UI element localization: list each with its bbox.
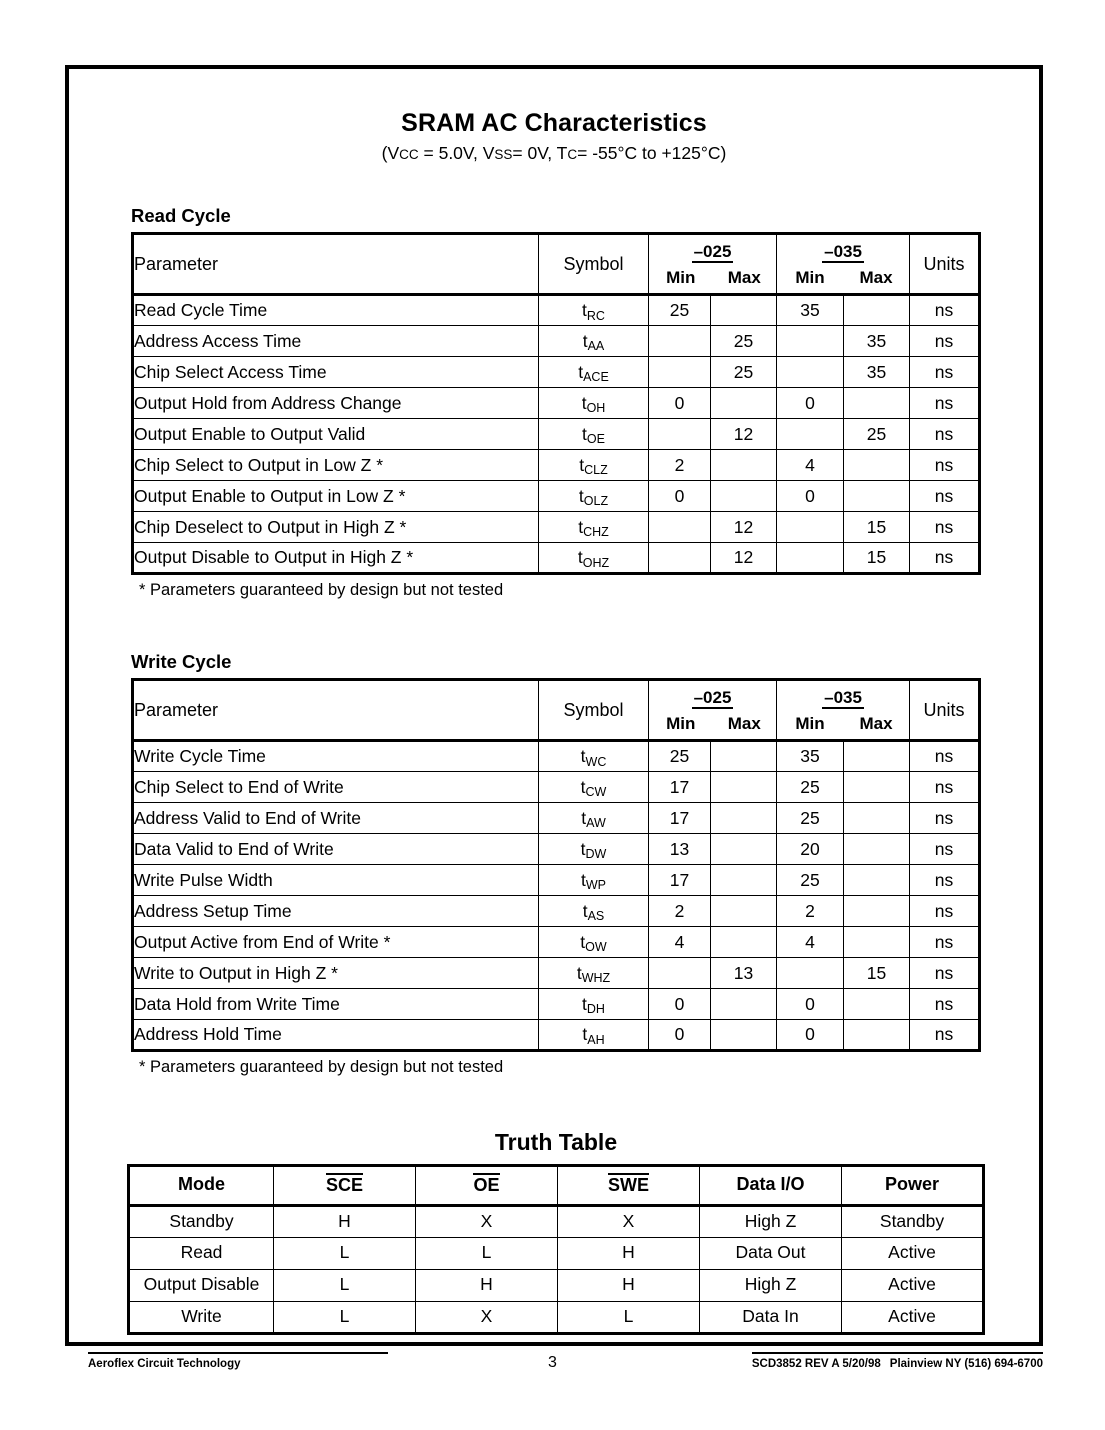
truth-cell-mode: Read (129, 1238, 274, 1270)
page-subtitle (69, 143, 1039, 164)
units-value: ns (910, 481, 980, 512)
truth-cell-swe: L (558, 1302, 700, 1334)
active-low-signal-label: OE (473, 1175, 500, 1195)
symbol-base: t (581, 807, 587, 828)
truth-cell-power: Active (842, 1270, 984, 1302)
parameter-name: Output Active from End of Write * (133, 927, 539, 958)
value-max1 (711, 772, 777, 803)
read-grade-035-label: –035 (824, 241, 862, 261)
value-max2: 15 (844, 543, 910, 574)
parameter-symbol (539, 450, 649, 481)
truth-cell-oe: L (416, 1238, 558, 1270)
symbol-subscript: WP (585, 878, 606, 893)
symbol-subscript: OW (585, 940, 607, 955)
table-row (133, 543, 980, 574)
parameter-symbol (539, 512, 649, 543)
value-max1: 25 (711, 326, 777, 357)
truth-header-data-i-o (700, 1166, 842, 1206)
read-cycle-header-row (133, 234, 980, 295)
value-max1 (711, 834, 777, 865)
value-min1: 17 (649, 803, 711, 834)
table-row (133, 388, 980, 419)
write-cycle-header-row (133, 680, 980, 741)
parameter-name: Read Cycle Time (133, 295, 539, 326)
table-row (133, 803, 980, 834)
write-cycle-body (133, 741, 980, 1051)
symbol-subscript: OH (586, 401, 606, 416)
symbol-base: t (578, 361, 584, 382)
read-header-symbol: Symbol (539, 234, 649, 295)
parameter-symbol (539, 803, 649, 834)
write-cycle-footnote: * Parameters guaranteed by design but not tested (139, 1058, 504, 1076)
parameter-name: Address Setup Time (133, 896, 539, 927)
symbol-subscript: CLZ (584, 463, 608, 478)
value-min1: 0 (649, 388, 711, 419)
value-min2 (777, 958, 844, 989)
value-max2: 35 (844, 357, 910, 388)
value-max2 (844, 803, 910, 834)
footer-page-number: 3 (548, 1354, 557, 1371)
parameter-name: Output Enable to Output in Low Z * (133, 481, 539, 512)
write-header-units: Units (910, 680, 980, 741)
symbol-base: t (578, 516, 584, 537)
value-max1 (711, 896, 777, 927)
footer-doc-revision: SCD3852 REV A 5/20/98 (751, 1358, 881, 1370)
read-header-grade-025 (649, 234, 777, 295)
value-max1 (711, 927, 777, 958)
symbol-subscript: RC (586, 308, 605, 323)
units-value: ns (910, 772, 980, 803)
units-value: ns (910, 989, 980, 1020)
truth-header-sce (274, 1166, 416, 1206)
truth-header-oe (416, 1166, 558, 1206)
units-value: ns (910, 803, 980, 834)
value-min1: 13 (649, 834, 711, 865)
table-row (133, 958, 980, 989)
table-row (133, 295, 980, 326)
read-cycle-section (131, 205, 981, 600)
value-min2: 4 (777, 927, 844, 958)
active-low-signal-label: SCE (325, 1175, 363, 1195)
units-value: ns (910, 419, 980, 450)
read-cycle-body (133, 295, 980, 574)
column-label: Power (884, 1174, 940, 1194)
value-min2: 2 (777, 896, 844, 927)
value-max2 (844, 295, 910, 326)
read-header-grade-035 (777, 234, 910, 295)
footer-company: Aeroflex Circuit Technology (88, 1352, 388, 1370)
value-max2: 35 (844, 326, 910, 357)
parameter-name: Output Hold from Address Change (133, 388, 539, 419)
symbol-subscript: WHZ (581, 971, 611, 986)
truth-cell-swe: H (558, 1270, 700, 1302)
write-header-parameter: Parameter (133, 680, 539, 741)
truth-cell-data-io: Data In (700, 1302, 842, 1334)
value-max2 (844, 388, 910, 419)
symbol-base: t (582, 423, 587, 444)
units-value: ns (910, 927, 980, 958)
table-row (133, 326, 980, 357)
units-value: ns (910, 896, 980, 927)
footer-location: Plainview NY (516) 694-6700 (889, 1358, 1043, 1370)
parameter-name: Chip Select to End of Write (133, 772, 539, 803)
table-row (133, 989, 980, 1020)
symbol-subscript: ACE (583, 370, 609, 385)
value-min1: 0 (649, 989, 711, 1020)
symbol-base: t (579, 454, 585, 475)
value-min2: 25 (777, 865, 844, 896)
truth-table (127, 1164, 985, 1335)
parameter-symbol (539, 1020, 649, 1051)
symbol-base: t (580, 838, 586, 859)
symbol-base: t (580, 746, 586, 767)
page-title: SRAM AC Characteristics (401, 109, 707, 137)
table-row (133, 481, 980, 512)
read-cycle-table (131, 232, 981, 575)
symbol-base: t (582, 900, 588, 921)
symbol-base: t (580, 869, 586, 890)
value-max2 (844, 865, 910, 896)
table-row (133, 512, 980, 543)
value-min2: 4 (777, 450, 844, 481)
value-min2 (777, 357, 844, 388)
parameter-name: Output Enable to Output Valid (133, 419, 539, 450)
value-max2 (844, 481, 910, 512)
column-label: Data I/O (736, 1174, 805, 1194)
symbol-subscript: CHZ (583, 525, 609, 540)
units-value: ns (910, 326, 980, 357)
value-min2: 0 (777, 388, 844, 419)
symbol-subscript: OLZ (583, 494, 609, 509)
subtitle-part-2: = 5.0V, V (418, 143, 495, 163)
value-min2 (777, 512, 844, 543)
parameter-symbol (539, 481, 649, 512)
symbol-subscript: AH (587, 1032, 605, 1047)
symbol-base: t (582, 330, 588, 351)
truth-cell-power: Active (842, 1238, 984, 1270)
value-min2: 20 (777, 834, 844, 865)
write-cycle-section (131, 651, 981, 1077)
parameter-name: Chip Deselect to Output in High Z * (133, 512, 539, 543)
parameter-symbol (539, 326, 649, 357)
write-header-grade-035 (777, 680, 910, 741)
value-max1 (711, 450, 777, 481)
value-min1 (649, 419, 711, 450)
symbol-subscript: OE (586, 432, 605, 447)
symbol-subscript: DH (586, 1002, 605, 1017)
value-max2 (844, 741, 910, 772)
truth-table-title: Truth Table (494, 1129, 618, 1155)
truth-header-power (842, 1166, 984, 1206)
value-max2: 15 (844, 958, 910, 989)
parameter-name: Address Access Time (133, 326, 539, 357)
symbol-base: t (577, 547, 583, 568)
symbol-base: t (581, 392, 587, 413)
value-max1 (711, 388, 777, 419)
value-max2 (844, 1020, 910, 1051)
parameter-symbol (539, 772, 649, 803)
value-max1: 12 (711, 512, 777, 543)
value-min1: 2 (649, 896, 711, 927)
subtitle-tc-subscript: C (567, 147, 578, 162)
page-border (65, 65, 1043, 1346)
truth-cell-sce: L (274, 1270, 416, 1302)
value-max1 (711, 1020, 777, 1051)
value-min1: 0 (649, 481, 711, 512)
table-row (133, 865, 980, 896)
symbol-base: t (578, 485, 584, 506)
parameter-symbol (539, 958, 649, 989)
truth-cell-swe: H (558, 1238, 700, 1270)
table-row (129, 1302, 984, 1334)
read-header-parameter: Parameter (133, 234, 539, 295)
write-header-grade-025 (649, 680, 777, 741)
subtitle-part-1: (V (381, 143, 400, 163)
value-min1: 4 (649, 927, 711, 958)
subtitle-part-3: = 0V, T (512, 143, 568, 163)
truth-cell-mode: Write (129, 1302, 274, 1334)
value-min2: 0 (777, 481, 844, 512)
value-min1: 17 (649, 865, 711, 896)
value-max2 (844, 927, 910, 958)
parameter-name: Chip Select to Output in Low Z * (133, 450, 539, 481)
parameter-name: Address Hold Time (133, 1020, 539, 1051)
truth-cell-data-io: Data Out (700, 1238, 842, 1270)
parameter-symbol (539, 295, 649, 326)
parameter-symbol (539, 834, 649, 865)
symbol-subscript: CW (585, 785, 607, 800)
value-min2: 0 (777, 989, 844, 1020)
units-value: ns (910, 741, 980, 772)
parameter-name: Output Disable to Output in High Z * (133, 543, 539, 574)
value-min1: 0 (649, 1020, 711, 1051)
units-value: ns (910, 958, 980, 989)
value-max2 (844, 989, 910, 1020)
parameter-name: Write to Output in High Z * (133, 958, 539, 989)
parameter-symbol (539, 989, 649, 1020)
active-low-signal-label: SWE (607, 1175, 649, 1195)
symbol-base: t (582, 993, 587, 1014)
truth-header-mode (129, 1166, 274, 1206)
value-min2: 35 (777, 741, 844, 772)
symbol-base: t (582, 300, 587, 321)
value-max2 (844, 772, 910, 803)
truth-cell-oe: X (416, 1206, 558, 1238)
value-max1 (711, 803, 777, 834)
parameter-name: Data Valid to End of Write (133, 834, 539, 865)
write-grade-025-min: Min (666, 713, 696, 733)
parameter-symbol (539, 543, 649, 574)
table-row (133, 927, 980, 958)
read-cycle-label: Read Cycle (131, 205, 231, 226)
parameter-symbol (539, 896, 649, 927)
value-min1: 17 (649, 772, 711, 803)
value-min1 (649, 326, 711, 357)
read-cycle-footnote: * Parameters guaranteed by design but not tested (139, 581, 504, 599)
truth-cell-oe: H (416, 1270, 558, 1302)
read-grade-035-max: Max (859, 267, 893, 287)
subtitle-vss-subscript: SS (494, 147, 513, 162)
parameter-symbol (539, 388, 649, 419)
units-value: ns (910, 450, 980, 481)
write-cycle-label: Write Cycle (131, 651, 232, 672)
table-row (129, 1270, 984, 1302)
units-value: ns (910, 295, 980, 326)
write-grade-035-max: Max (859, 713, 893, 733)
value-max1: 12 (711, 419, 777, 450)
value-max1: 13 (711, 958, 777, 989)
value-min2 (777, 419, 844, 450)
symbol-base: t (580, 776, 586, 797)
truth-cell-data-io: High Z (700, 1206, 842, 1238)
value-min1 (649, 958, 711, 989)
table-row (133, 357, 980, 388)
units-value: ns (910, 865, 980, 896)
write-header-symbol: Symbol (539, 680, 649, 741)
value-min2: 0 (777, 1020, 844, 1051)
units-value: ns (910, 834, 980, 865)
value-min1: 25 (649, 295, 711, 326)
table-row (129, 1238, 984, 1270)
value-max2 (844, 834, 910, 865)
value-max1: 25 (711, 357, 777, 388)
truth-cell-mode: Output Disable (129, 1270, 274, 1302)
truth-table-header-row (129, 1166, 984, 1206)
value-max1 (711, 865, 777, 896)
write-grade-025-label: –025 (693, 687, 732, 707)
table-row (133, 450, 980, 481)
value-min1 (649, 357, 711, 388)
parameter-name: Data Hold from Write Time (133, 989, 539, 1020)
units-value: ns (910, 543, 980, 574)
truth-cell-data-io: High Z (700, 1270, 842, 1302)
table-row (133, 772, 980, 803)
truth-cell-power: Standby (842, 1206, 984, 1238)
symbol-subscript: AS (587, 909, 605, 924)
parameter-symbol (539, 741, 649, 772)
value-max1 (711, 481, 777, 512)
value-max2: 15 (844, 512, 910, 543)
truth-cell-sce: L (274, 1238, 416, 1270)
write-grade-035-label: –035 (824, 687, 862, 707)
parameter-symbol (539, 865, 649, 896)
read-grade-035-min: Min (795, 267, 825, 287)
symbol-base: t (580, 931, 586, 952)
value-max1: 12 (711, 543, 777, 574)
symbol-subscript: WC (585, 754, 607, 769)
parameter-name: Write Pulse Width (133, 865, 539, 896)
value-min2: 25 (777, 772, 844, 803)
write-grade-035-min: Min (795, 713, 825, 733)
value-max2: 25 (844, 419, 910, 450)
write-cycle-table (131, 678, 981, 1052)
truth-cell-swe: X (558, 1206, 700, 1238)
parameter-name: Write Cycle Time (133, 741, 539, 772)
parameter-symbol (539, 419, 649, 450)
table-row (133, 741, 980, 772)
subtitle-vcc-subscript: CC (399, 147, 419, 162)
truth-cell-oe: X (416, 1302, 558, 1334)
table-row (133, 1020, 980, 1051)
read-grade-025-max: Max (727, 267, 761, 287)
value-min1: 2 (649, 450, 711, 481)
truth-cell-sce: H (274, 1206, 416, 1238)
symbol-subscript: AW (586, 816, 606, 831)
footer-doc-info (752, 1352, 1043, 1370)
value-max2 (844, 896, 910, 927)
symbol-subscript: AA (587, 339, 605, 354)
value-max1 (711, 295, 777, 326)
truth-cell-mode: Standby (129, 1206, 274, 1238)
symbol-subscript: DW (585, 847, 607, 862)
parameter-name: Address Valid to End of Write (133, 803, 539, 834)
units-value: ns (910, 512, 980, 543)
read-header-units: Units (910, 234, 980, 295)
units-value: ns (910, 357, 980, 388)
table-row (133, 419, 980, 450)
truth-table-section (127, 1129, 985, 1335)
value-min1 (649, 543, 711, 574)
value-min1 (649, 512, 711, 543)
truth-cell-sce: L (274, 1302, 416, 1334)
units-value: ns (910, 388, 980, 419)
read-grade-025-min: Min (666, 267, 696, 287)
write-grade-025-max: Max (727, 713, 761, 733)
parameter-symbol (539, 927, 649, 958)
truth-table-body (129, 1206, 984, 1334)
value-min1: 25 (649, 741, 711, 772)
parameter-symbol (539, 357, 649, 388)
truth-header-swe (558, 1166, 700, 1206)
table-row (133, 896, 980, 927)
value-min2: 25 (777, 803, 844, 834)
value-min2: 35 (777, 295, 844, 326)
symbol-base: t (582, 1024, 588, 1045)
value-min2 (777, 543, 844, 574)
column-label: Mode (178, 1174, 225, 1194)
value-max2 (844, 450, 910, 481)
subtitle-part-4: = -55°C to +125°C) (577, 143, 727, 163)
parameter-name: Chip Select Access Time (133, 357, 539, 388)
page-footer (0, 1352, 1105, 1392)
table-row (133, 834, 980, 865)
value-max1 (711, 741, 777, 772)
read-grade-025-label: –025 (693, 241, 732, 261)
symbol-subscript: OHZ (582, 555, 610, 570)
table-row (129, 1206, 984, 1238)
value-min2 (777, 326, 844, 357)
symbol-base: t (576, 962, 582, 983)
truth-cell-power: Active (842, 1302, 984, 1334)
units-value: ns (910, 1020, 980, 1051)
value-max1 (711, 989, 777, 1020)
